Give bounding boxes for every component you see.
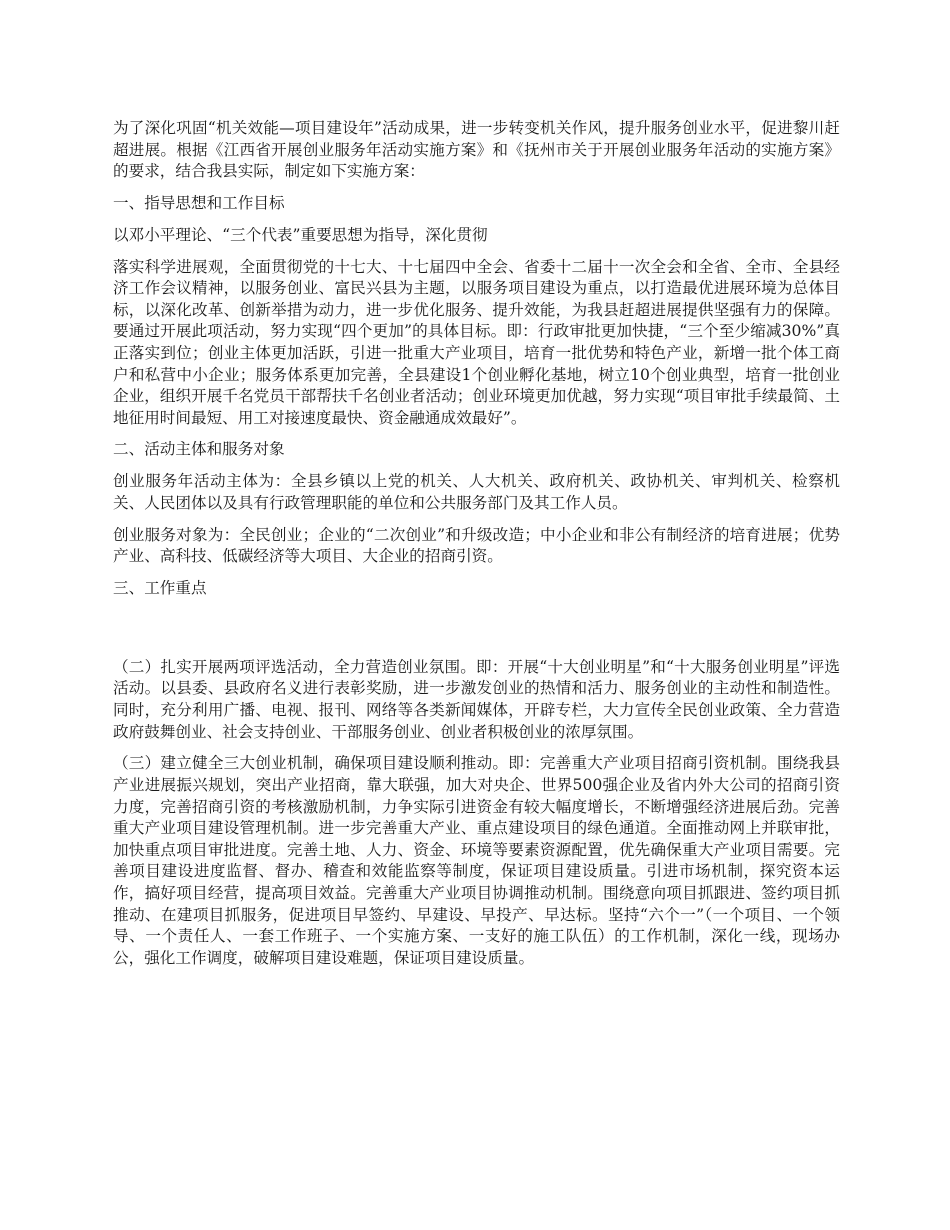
blank-gap [113,610,840,657]
section-heading-3: 三、工作重点 [113,579,207,597]
guiding-thought-paragraph-2: 落实科学进展观，全面贯彻党的十七大、十七届四中全会、省委十二届十一次全会和全省、全市、全县经济工作会议精神，以服务创业、富民兴县为主题，以服务项目建设为重点，以打造最优进展环境为总体目标，以深化改革、创新举措为动力，进一步优化服务、提升效能，为我县赶超进展提供坚强有力的保障。要通过开展此项活动，努力实现“四个更加”的具体目标。即：行政审批更加快捷，“三个至少缩减30%”真正落实到位；创业主体更加活跃，引进一批重大产业项目，培育一批优势和特色产业，新增一批个体工商户和私营中小企业；服务体系更加完善，全县建设1个创业孵化基地，树立10个创业典型，培育一批创业企业，组织开展千名党员干部帮扶千名创业者活动；创业环境更加优越，努力实现“项目审批手续最简、土地征用时间最短、用工对接速度最快、资金融通成效最好”。 [113,257,840,427]
service-target-paragraph: 创业服务对象为：全民创业；企业的“二次创业”和升级改造；中小企业和非公有制经济的培育进展；优势产业、高科技、低碳经济等大项目、大企业的招商引资。 [113,525,840,566]
document-body [113,118,840,979]
section-heading-1: 一、指导思想和工作目标 [113,193,285,212]
intro-paragraph: 为了深化巩固“机关效能—项目建设年”活动成果，进一步转变机关作风，提升服务创业水平，促进黎川赶超进展。根据《江西省开展创业服务年活动实施方案》和《抚州市关于开展创业服务年活动的实施方案》的要求，结合我县实际，制定如下实施方案： [113,119,840,181]
section-heading-2: 二、活动主体和服务对象 [113,440,285,459]
activity-subject-paragraph: 创业服务年活动主体为：全县乡镇以上党的机关、人大机关、政府机关、政协机关、审判机关、检察机关、人民团体以及具有行政管理职能的单位和公共服务部门及其工作人员。 [113,472,840,512]
guiding-thought-paragraph-1: 以邓小平理论、“三个代表”重要思想为指导，深化贯彻 [113,225,488,244]
key-work-paragraph-3: （三）建立健全三大创业机制，确保项目建设顺利推动。即：完善重大产业项目招商引资机制。围绕我县产业进展振兴规划，突出产业招商，靠大联强，加大对央企、世界500强企业及省内外大公司的招商引资力度，完善招商引资的考核激励机制，力争实际引进资金有较大幅度增长，不断增强经济进展后劲。完善重大产业项目建设管理机制。进一步完善重大产业、重点建设项目的绿色通道。全面推动网上并联审批，加快重点项目审批进度。完善土地、人力、资金、环境等要素资源配置，优先确保重大产业项目需要。完善项目建设进度监督、督办、稽查和效能监察等制度，保证项目建设质量。引进市场机制，探究资本运作，搞好项目经营，提高项目效益。完善重大产业项目协调推动机制。围绕意向项目抓跟进、签约项目抓推动、在建项目抓服务，促进项目早签约、早建设、早投产、早达标。坚持“六个一”（一个项目、一个领导、一个责任人、一套工作班子、一个实施方案、一支好的施工队伍）的工作机制，深化一线，现场办公，强化工作调度，破解项目建设难题，保证项目建设质量。 [113,754,840,967]
key-work-paragraph-2: （二）扎实开展两项评选活动，全力营造创业氛围。即：开展“十大创业明星”和“十大服务创业明星”评选活动。以县委、县政府名义进行表彰奖励，进一步激发创业的热情和活力、服务创业的主动性和制造性。同时，充分利用广播、电视、报刊、网络等各类新闻媒体，开辟专栏，大力宣传全民创业政策、全力营造政府鼓舞创业、社会支持创业、干部服务创业、创业者积极创业的浓厚氛围。 [113,657,840,741]
